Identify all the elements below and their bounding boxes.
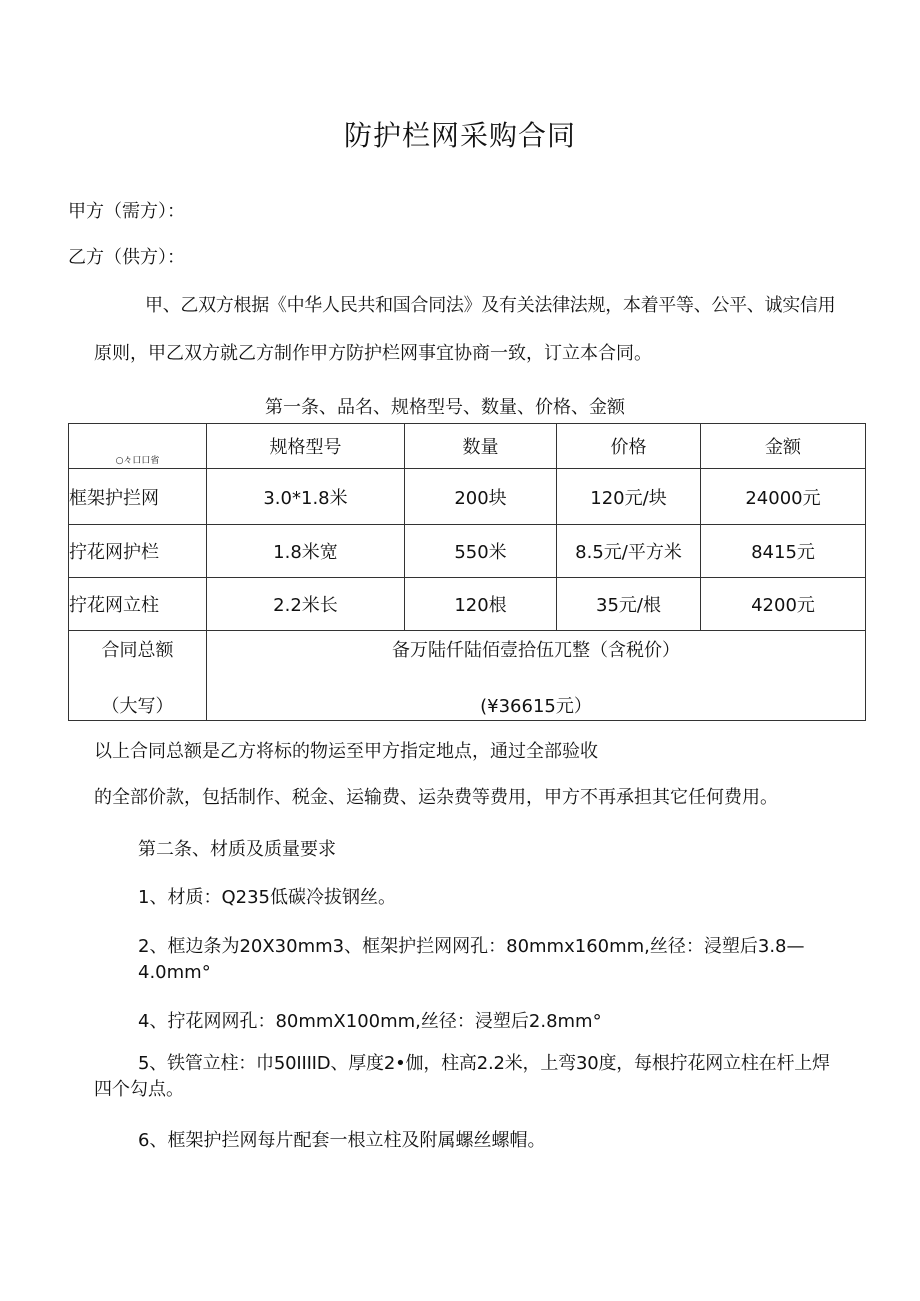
product-price: 120元/块	[557, 469, 701, 525]
total-label-capital: （大写）	[101, 695, 174, 717]
corner-label: ○々口口省	[115, 456, 160, 466]
party-a-line: 甲方（需方）：	[68, 201, 185, 222]
product-amount: 24000元	[701, 469, 866, 525]
total-label: 合同总额	[101, 639, 174, 661]
product-spec: 3.0*1.8米	[207, 469, 405, 525]
product-qty: 550米	[405, 525, 557, 578]
material-item-6: 6、框架护拦网每片配套一根立柱及附属螺丝螺帽。	[138, 1130, 546, 1151]
product-spec: 1.8米宽	[207, 525, 405, 578]
table-header-row	[69, 424, 866, 469]
table-corner-cell	[69, 424, 207, 469]
table-row	[69, 469, 866, 525]
material-item-5-line2: 四个勾点。	[94, 1079, 184, 1100]
product-amount: 4200元	[701, 578, 866, 631]
material-item-2-line2: 4.0mm°	[138, 962, 211, 983]
product-qty: 120根	[405, 578, 557, 631]
price-table	[68, 423, 866, 721]
material-item-1: 1、材质：Q235低碳冷拔钢丝。	[138, 887, 396, 908]
total-in-words: 备万陆仟陆佰壹拾伍兀整（含税价）	[392, 639, 680, 661]
intro-paragraph-line1: 甲、乙双方根据《中华人民共和国合同法》及有关法律法规，本着平等、公平、诚实信用	[145, 295, 836, 316]
party-b-line: 乙方（供方）：	[68, 247, 185, 268]
article1-title: 第一条、品名、规格型号、数量、价格、金额	[265, 397, 625, 418]
header-spec: 规格型号	[207, 424, 405, 469]
product-spec: 2.2米长	[207, 578, 405, 631]
product-price: 35元/根	[557, 578, 701, 631]
product-price: 8.5元/平方米	[557, 525, 701, 578]
header-qty: 数量	[405, 424, 557, 469]
article2-title: 第二条、材质及质量要求	[138, 839, 336, 860]
header-amount: 金额	[701, 424, 866, 469]
material-item-2-line1: 2、框边条为20X30mm3、框架护拦网网孔：80mmx160mm,丝径：浸塑后3.8—	[138, 936, 805, 957]
table-row	[69, 578, 866, 631]
total-value-cell	[207, 631, 866, 721]
product-name: 框架护拦网	[69, 469, 207, 525]
after-table-line2: 的全部价款，包括制作、税金、运输费、运杂费等费用，甲方不再承担其它任何费用。	[94, 787, 778, 808]
product-amount: 8415元	[701, 525, 866, 578]
table-row	[69, 525, 866, 578]
material-item-4: 4、拧花网网孔：80mmX100mm,丝径：浸塑后2.8mm°	[138, 1011, 602, 1032]
header-price: 价格	[557, 424, 701, 469]
document-title: 防护栏网采购合同	[343, 119, 576, 152]
total-in-numbers: (¥36615元）	[480, 695, 592, 717]
material-item-5-line1: 5、铁管立柱：巾50IIIID、厚度2•伽，柱高2.2米，上弯30度，每根拧花网立柱在杆上焊	[138, 1053, 830, 1074]
product-qty: 200块	[405, 469, 557, 525]
intro-paragraph-line2: 原则，甲乙双方就乙方制作甲方防护栏网事宜协商一致，订立本合同。	[94, 343, 652, 364]
total-label-cell	[69, 631, 207, 721]
product-name: 拧花网立柱	[69, 578, 207, 631]
table-total-row	[69, 631, 866, 721]
after-table-line1: 以上合同总额是乙方将标的物运至甲方指定地点，通过全部验收	[94, 741, 598, 762]
product-name: 拧花网护栏	[69, 525, 207, 578]
